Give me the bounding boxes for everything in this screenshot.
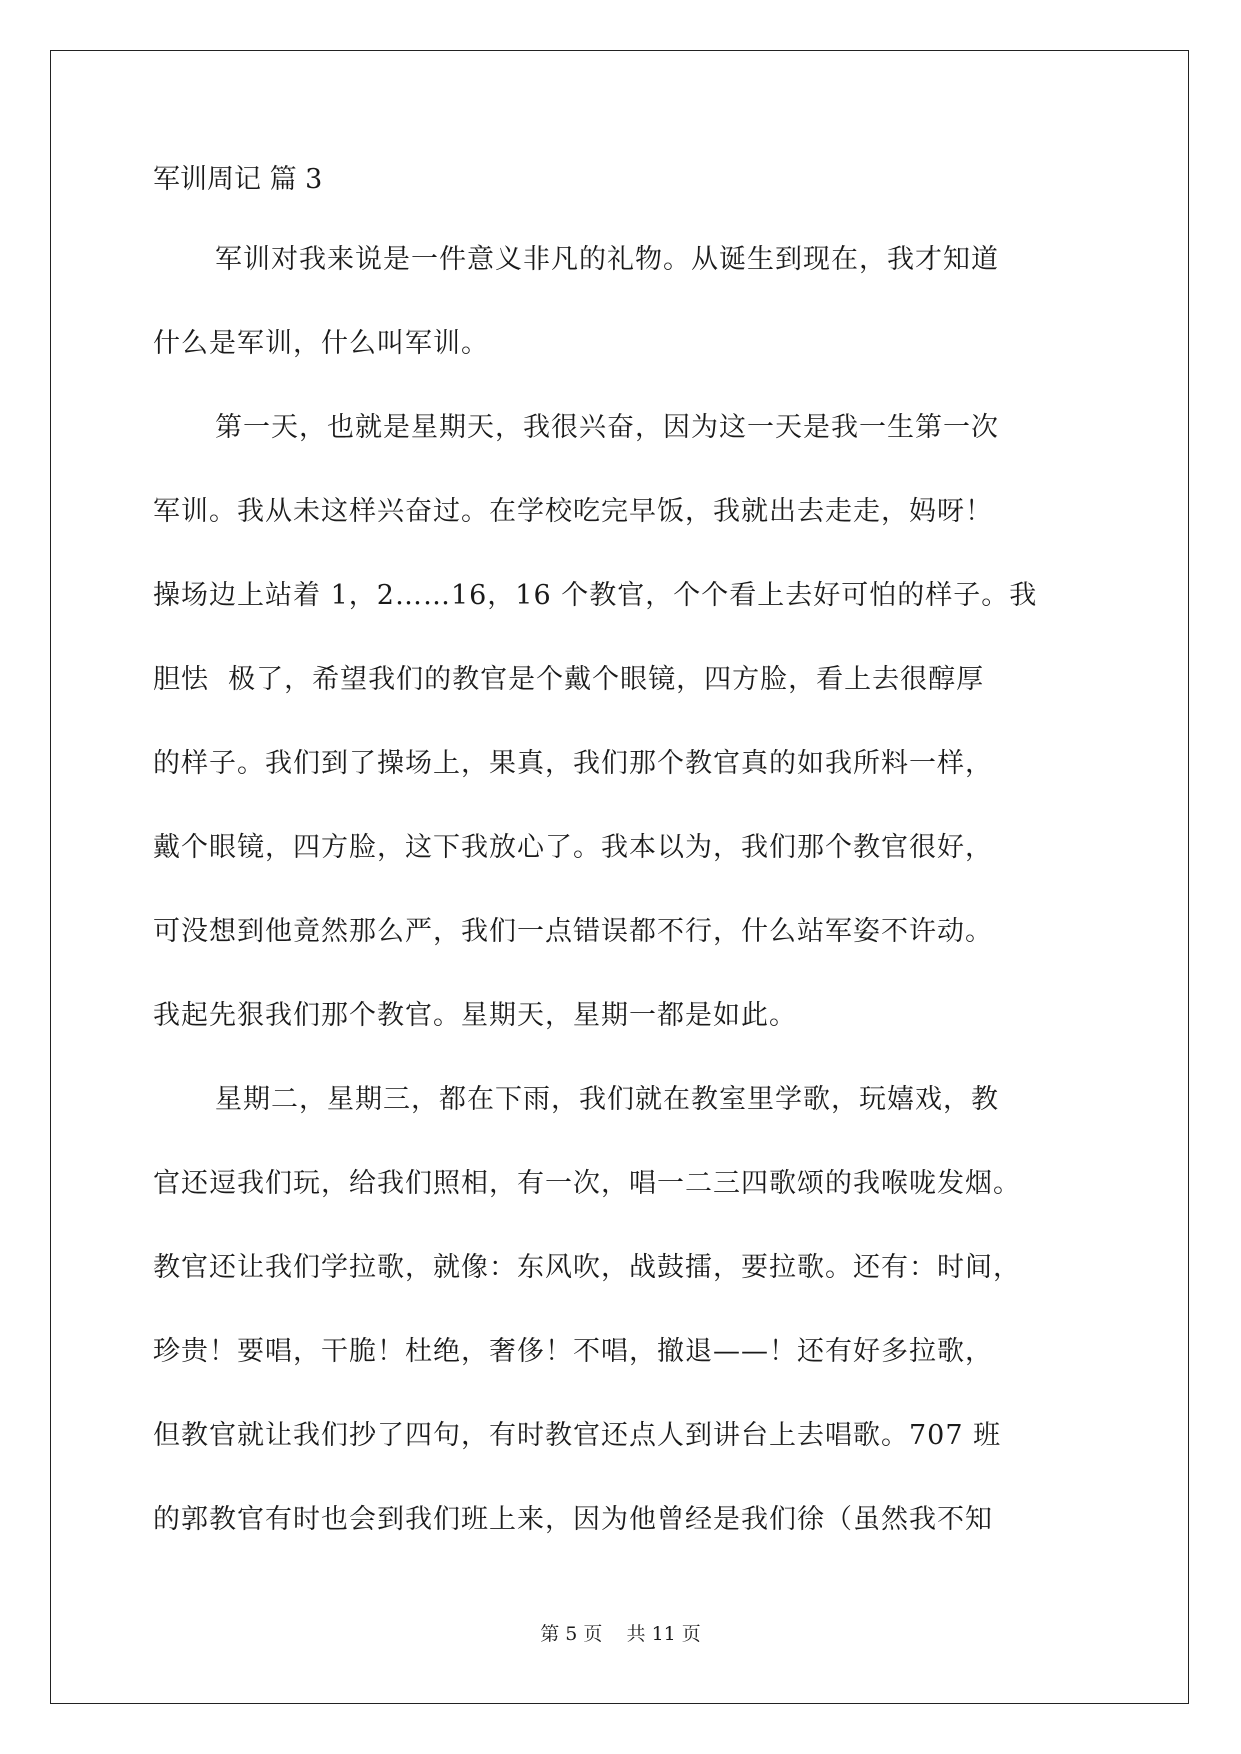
text-line: 第一天，也就是星期天，我很兴奋，因为这一天是我一生第一次	[215, 412, 999, 443]
page-number-footer: 第 5 页 共 11 页	[540, 1623, 701, 1645]
text-line: 什么是军训，什么叫军训。	[153, 328, 489, 359]
text-line: 教官还让我们学拉歌，就像：东风吹，战鼓擂，要拉歌。还有：时间，	[153, 1252, 1021, 1283]
text-line: 星期二，星期三，都在下雨，我们就在教室里学歌，玩嬉戏，教	[215, 1084, 999, 1115]
text-line: 的郭教官有时也会到我们班上来，因为他曾经是我们徐（虽然我不知	[153, 1504, 993, 1535]
text-line: 操场边上站着 1，2……16，16 个教官，个个看上去好可怕的样子。我	[153, 580, 1038, 611]
document-body	[153, 160, 1133, 1584]
text-line: 军训对我来说是一件意义非凡的礼物。从诞生到现在，我才知道	[215, 244, 999, 275]
text-line: 可没想到他竟然那么严，我们一点错误都不行，什么站军姿不许动。	[153, 916, 993, 947]
text-line: 戴个眼镜，四方脸，这下我放心了。我本以为，我们那个教官很好，	[153, 832, 993, 863]
text-line: 胆怯 极了，希望我们的教官是个戴个眼镜，四方脸，看上去很醇厚	[153, 664, 985, 695]
text-line: 但教官就让我们抄了四句，有时教官还点人到讲台上去唱歌。707 班	[153, 1420, 1002, 1451]
text-line: 的样子。我们到了操场上，果真，我们那个教官真的如我所料一样，	[153, 748, 993, 779]
document-title: 军训周记 篇 3	[153, 164, 323, 195]
text-line: 珍贵！要唱，干脆！杜绝，奢侈！不唱，撤退——！还有好多拉歌，	[153, 1336, 993, 1367]
text-line: 我起先狠我们那个教官。星期天，星期一都是如此。	[153, 1000, 797, 1031]
text-line: 官还逗我们玩，给我们照相，有一次，唱一二三四歌颂的我喉咙发烟。	[153, 1168, 1021, 1199]
text-line: 军训。我从未这样兴奋过。在学校吃完早饭，我就出去走走，妈呀！	[153, 496, 993, 527]
